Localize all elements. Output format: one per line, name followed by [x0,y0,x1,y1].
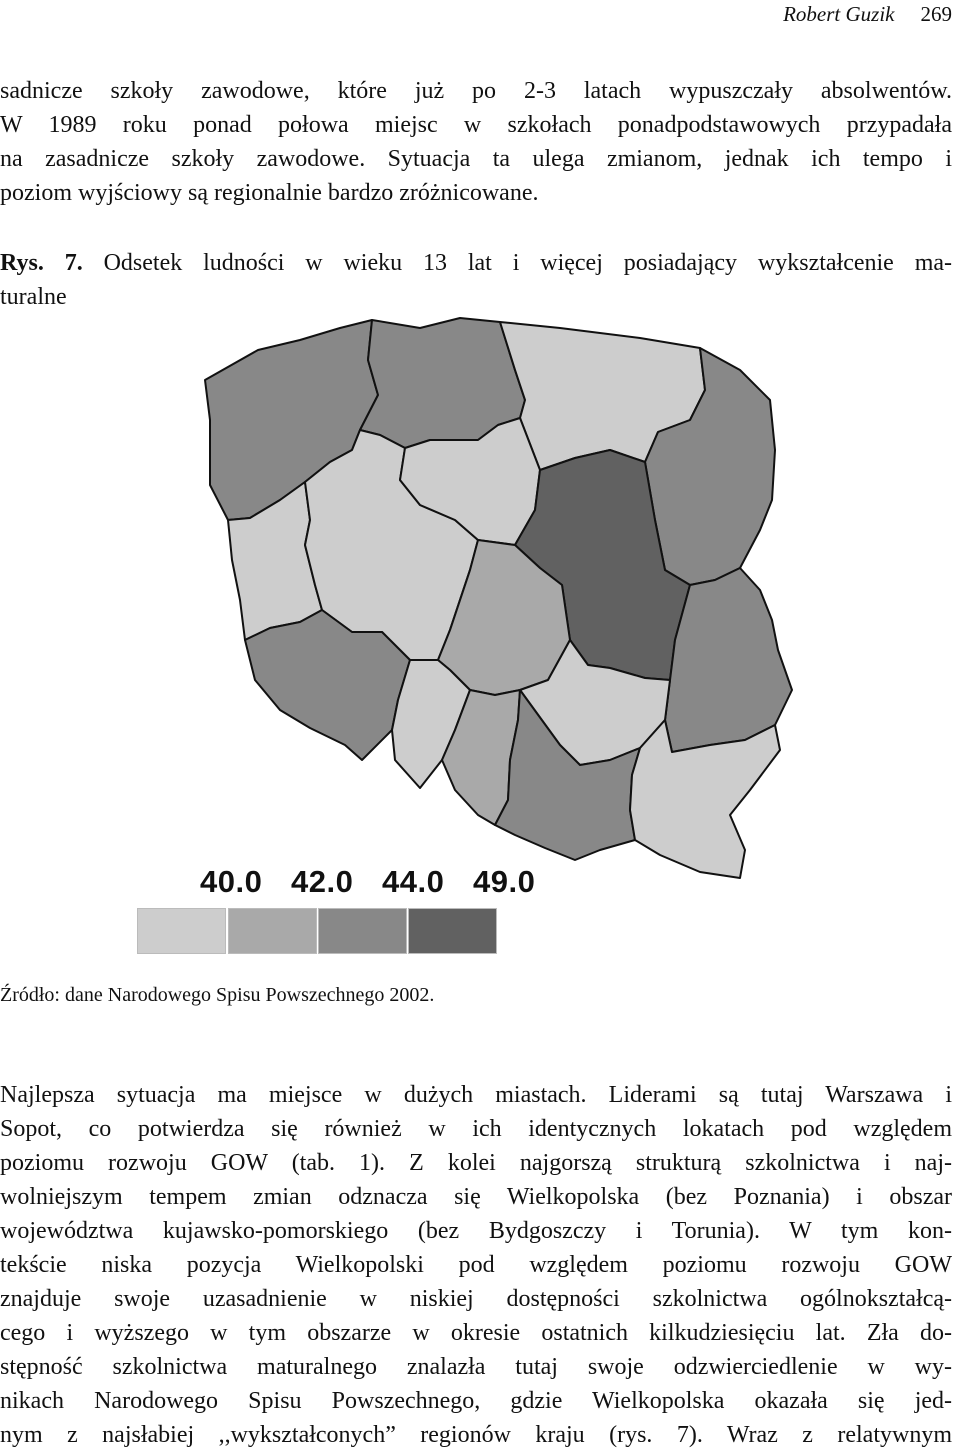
text-line: cego i wyższego w tym obszarze w okresie ostatnich kilkudziesięciu lat. Zła do- [0,1320,952,1346]
text-line: województwa kujawsko-pomorskiego (bez Bydgoszczy i Torunia). W tym kon- [0,1218,952,1244]
paragraph-intro [0,74,952,210]
figure-source: Źródło: dane Narodowego Spisu Powszechnego 2002. [0,984,435,1006]
text-line: Sopot, co potwierdza się również w ich identycznych lokatach pod względem [0,1116,952,1142]
text-line: poziom wyjściowy są regionalnie bardzo zróżnicowane. [0,180,539,206]
legend-swatch [408,908,497,954]
running-head-author: Robert Guzik [783,2,895,26]
caption-line: turalne [0,284,67,310]
text-line: sadnicze szkoły zawodowe, które już po 2-3 latach wypuszczały absolwentów. [0,78,952,104]
caption-line [0,246,952,280]
legend-label: 49.0 [473,864,536,899]
page-header [783,2,952,27]
text-line: stępność szkolnictwa maturalnego znalazła tutaj swoje odzwierciedlenie w wy- [0,1354,952,1380]
text-line: na zasadnicze szkoły zawodowe. Sytuacja ta ulega zmianom, jednak ich tempo i [0,146,952,172]
legend-label: 44.0 [382,864,445,899]
choropleth-map [200,314,800,894]
caption-text: Odsetek ludności w wieku 13 lat i więcej posiadający wykształcenie ma- [103,250,953,276]
paragraph-body [0,1078,952,1452]
text-line: tekście niska pozycja Wielkopolski pod względem poziomu rozwoju GOW [0,1252,952,1278]
figure-label: Rys. 7. [0,250,83,276]
legend-label: 42.0 [291,864,354,899]
legend-label: 40.0 [200,864,263,899]
text-line: poziomu rozwoju GOW (tab. 1). Z kolei najgorszą strukturą szkolnictwa i naj- [0,1150,952,1176]
legend-labels [200,864,564,900]
text-line: W 1989 roku ponad połowa miejsc w szkołach ponadpodstawowych przypadała [0,112,952,138]
figure-caption [0,246,952,314]
text-line: nym z najsłabiej ,,wykształconych” regionów kraju (rys. 7). Wraz z relatywnym [0,1422,952,1448]
legend-swatch [318,908,407,954]
page-number: 269 [920,2,952,26]
text-line: znajduje swoje uzasadnienie w niskiej dostępności szkolnictwa ogólnokształcą- [0,1286,952,1312]
text-line: nikach Narodowego Spisu Powszechnego, gdzie Wielkopolska okazała się jed- [0,1388,952,1414]
text-line: Najlepsza sytuacja ma miejsce w dużych miastach. Liderami są tutaj Warszawa i [0,1082,952,1108]
legend-swatch [228,908,317,954]
text-line: wolniejszym tempem zmian odznacza się Wielkopolska (bez Poznania) i obszar [0,1184,952,1210]
legend-swatch [137,908,226,954]
